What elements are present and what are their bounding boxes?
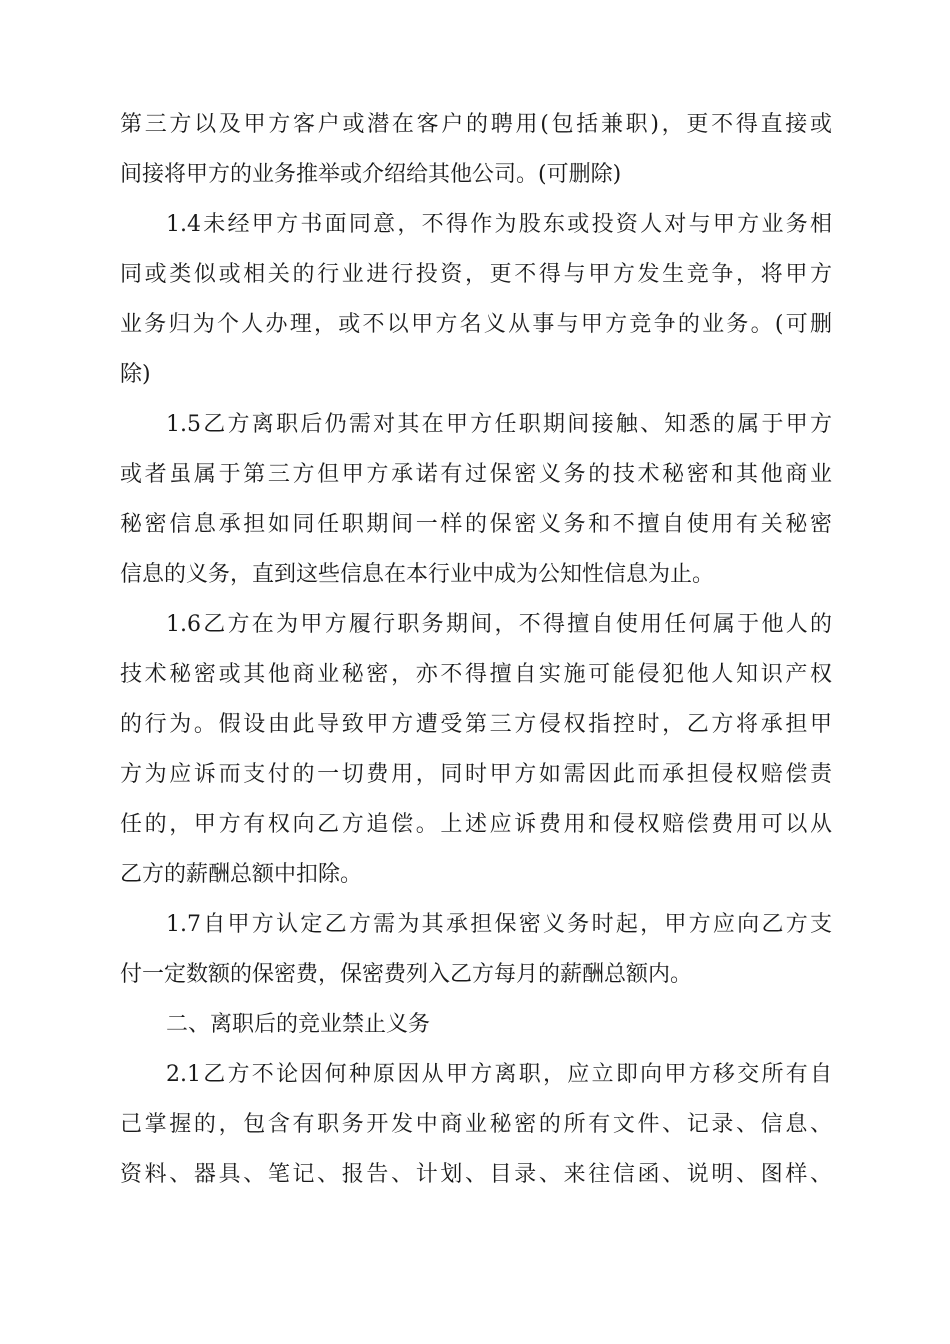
paragraph-line: 同或类似或相关的行业进行投资，更不得与甲方发生竞争，将甲方 [120, 262, 832, 287]
paragraph-line: 付一定数额的保密费，保密费列入乙方每月的薪酬总额内。 [120, 962, 693, 987]
paragraph-line: 秘密信息承担如同任职期间一样的保密义务和不擅自使用有关秘密 [120, 512, 832, 537]
paragraph-line: 2.1乙方不论因何种原因从甲方离职，应立即向甲方移交所有自 [166, 1062, 832, 1087]
paragraph-line: 信息的义务，直到这些信息在本行业中成为公知性信息为止。 [120, 562, 715, 587]
paragraph-line: 1.6乙方在为甲方履行职务期间，不得擅自使用任何属于他人的 [166, 612, 832, 637]
paragraph-line: 乙方的薪酬总额中扣除。 [120, 862, 363, 887]
paragraph-line: 或者虽属于第三方但甲方承诺有过保密义务的技术秘密和其他商业 [120, 462, 832, 487]
paragraph-line: 资料、器具、笔记、报告、计划、目录、来往信函、说明、图样、 [120, 1162, 832, 1187]
paragraph-line: 间接将甲方的业务推举或介绍给其他公司。(可删除) [120, 162, 622, 187]
paragraph-line: 业务归为个人办理，或不以甲方名义从事与甲方竞争的业务。(可删 [120, 312, 832, 337]
paragraph-line: 己掌握的，包含有职务开发中商业秘密的所有文件、记录、信息、 [120, 1112, 832, 1137]
paragraph-line: 1.4未经甲方书面同意，不得作为股东或投资人对与甲方业务相 [166, 212, 832, 237]
paragraph-line: 方为应诉而支付的一切费用，同时甲方如需因此而承担侵权赔偿责 [120, 762, 832, 787]
paragraph-line: 1.5乙方离职后仍需对其在甲方任职期间接触、知悉的属于甲方 [166, 412, 832, 437]
paragraph-line: 1.7自甲方认定乙方需为其承担保密义务时起，甲方应向乙方支 [166, 912, 832, 937]
paragraph-line: 除) [120, 362, 151, 387]
paragraph-line: 第三方以及甲方客户或潜在客户的聘用(包括兼职)，更不得直接或 [120, 112, 832, 137]
section-heading: 二、离职后的竞业禁止义务 [166, 1012, 431, 1037]
document-body [120, 100, 832, 1200]
paragraph-line: 的行为。假设由此导致甲方遭受第三方侵权指控时，乙方将承担甲 [120, 712, 832, 737]
paragraph-line: 任的，甲方有权向乙方追偿。上述应诉费用和侵权赔偿费用可以从 [120, 812, 832, 837]
paragraph-line: 技术秘密或其他商业秘密，亦不得擅自实施可能侵犯他人知识产权 [120, 662, 832, 687]
